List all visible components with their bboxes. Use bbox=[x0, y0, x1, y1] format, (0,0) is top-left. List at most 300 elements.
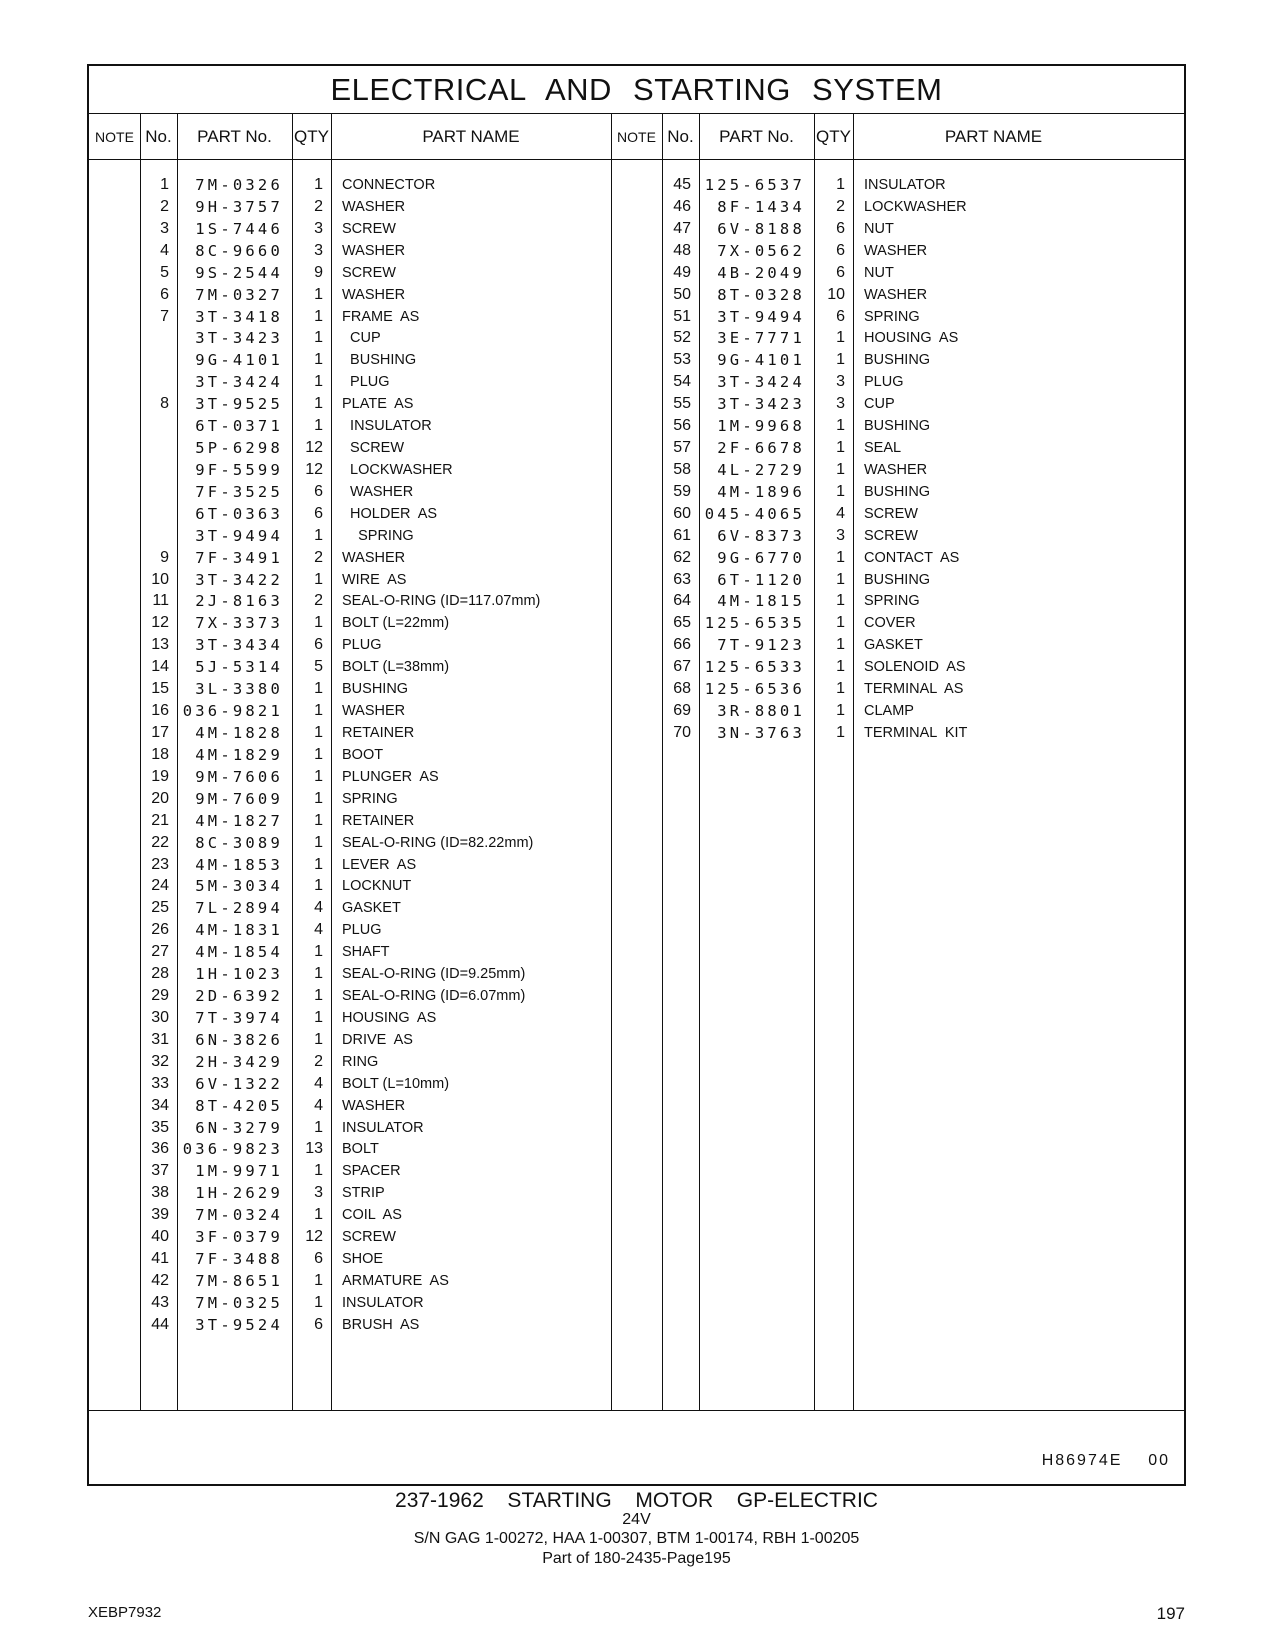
item-number: 53 bbox=[673, 351, 691, 369]
part-name: CUP bbox=[864, 396, 895, 413]
item-number: 18 bbox=[151, 745, 169, 763]
part-number: 3T-9524 bbox=[195, 1315, 283, 1334]
quantity: 6 bbox=[836, 307, 845, 325]
quantity: 1 bbox=[836, 680, 845, 698]
part-number: 7M-0326 bbox=[195, 176, 283, 194]
part-name: INSULATOR bbox=[864, 177, 946, 193]
quantity: 1 bbox=[836, 592, 845, 610]
part-number: 9S-2544 bbox=[195, 263, 283, 282]
part-name: SEAL bbox=[864, 440, 902, 457]
part-name: HOLDER AS bbox=[342, 505, 438, 522]
part-name: LOCKWASHER bbox=[342, 461, 453, 478]
part-number: 7M-8651 bbox=[195, 1272, 283, 1290]
table-row bbox=[89, 481, 1184, 503]
item-number: 28 bbox=[151, 965, 169, 983]
part-number: 4M-1896 bbox=[717, 482, 805, 501]
item-number: 4 bbox=[160, 241, 169, 259]
part-number: 3T-3423 bbox=[195, 329, 283, 348]
part-name: SEAL-O-RING (ID=6.07mm) bbox=[342, 988, 526, 1005]
part-name: STRIP bbox=[342, 1185, 385, 1202]
part-name: SEAL-O-RING (ID=117.07mm) bbox=[342, 593, 541, 610]
part-number: 2H-3429 bbox=[195, 1052, 283, 1071]
quantity: 1 bbox=[836, 176, 845, 193]
part-name: PLUG bbox=[342, 374, 390, 391]
part-name: FRAME AS bbox=[342, 308, 420, 325]
item-number: 9 bbox=[160, 548, 169, 566]
quantity: 1 bbox=[836, 570, 845, 588]
item-number: 38 bbox=[151, 1184, 169, 1202]
item-number: 62 bbox=[673, 548, 691, 566]
item-number: 50 bbox=[673, 285, 691, 303]
part-number: 9M-7609 bbox=[195, 789, 283, 808]
quantity: 1 bbox=[314, 570, 323, 588]
part-name: CLAMP bbox=[864, 703, 914, 720]
part-number: 9G-4101 bbox=[195, 351, 283, 370]
part-name: WASHER bbox=[342, 286, 406, 303]
part-name: PLATE AS bbox=[342, 396, 414, 413]
part-name: PLUG bbox=[864, 374, 904, 391]
part-name: SCREW bbox=[342, 440, 405, 457]
item-number: 14 bbox=[151, 658, 169, 676]
quantity: 1 bbox=[314, 351, 323, 369]
item-number: 41 bbox=[151, 1250, 169, 1268]
part-number: 7M-0327 bbox=[195, 285, 283, 304]
quantity: 12 bbox=[305, 439, 323, 457]
part-number: 7M-0324 bbox=[195, 1206, 283, 1225]
part-number: 6N-3279 bbox=[195, 1118, 283, 1137]
part-number: 6T-0363 bbox=[195, 504, 283, 523]
part-name: BRUSH AS bbox=[342, 1316, 420, 1333]
quantity: 3 bbox=[314, 219, 323, 237]
table-row bbox=[89, 503, 1184, 525]
item-number: 36 bbox=[151, 1140, 169, 1158]
quantity: 1 bbox=[836, 658, 845, 676]
quantity: 6 bbox=[314, 1250, 323, 1268]
item-number: 54 bbox=[673, 373, 691, 391]
page-number: 197 bbox=[1156, 1604, 1185, 1623]
item-number: 26 bbox=[151, 921, 169, 939]
quantity: 1 bbox=[314, 833, 323, 851]
part-name: SPRING bbox=[342, 527, 414, 544]
item-number: 42 bbox=[151, 1272, 169, 1289]
part-number: 9H-3757 bbox=[195, 197, 283, 216]
part-number: 7M-0325 bbox=[195, 1293, 283, 1312]
table-row bbox=[89, 634, 1184, 656]
part-name: BOLT (L=22mm) bbox=[342, 615, 450, 632]
quantity: 12 bbox=[305, 460, 323, 478]
item-number: 2 bbox=[160, 197, 169, 215]
part-name: SCREW bbox=[864, 527, 918, 544]
part-name: HOUSING AS bbox=[864, 330, 959, 347]
part-number: 9M-7606 bbox=[195, 767, 283, 786]
item-number: 65 bbox=[673, 614, 691, 632]
part-name: SPRING bbox=[864, 308, 920, 325]
quantity: 3 bbox=[314, 1184, 323, 1202]
part-number: 045-4065 bbox=[704, 504, 805, 523]
item-number: 22 bbox=[151, 833, 169, 851]
quantity: 1 bbox=[314, 614, 323, 632]
item-number: 51 bbox=[673, 307, 691, 325]
item-number: 48 bbox=[673, 241, 691, 259]
item-number: 10 bbox=[151, 570, 169, 588]
table-row bbox=[89, 459, 1184, 481]
table-row bbox=[89, 547, 1184, 569]
part-name: WASHER bbox=[864, 286, 928, 303]
table-row bbox=[89, 240, 1184, 262]
quantity: 6 bbox=[314, 1315, 323, 1333]
item-number: 33 bbox=[151, 1074, 169, 1092]
part-number: 8T-0328 bbox=[717, 285, 805, 304]
part-name: BUSHING bbox=[342, 681, 409, 698]
part-name: WASHER bbox=[342, 198, 406, 215]
item-number: 16 bbox=[151, 702, 169, 720]
quantity: 1 bbox=[314, 1118, 323, 1136]
part-name: BUSHING bbox=[864, 571, 931, 588]
part-number: 1M-9971 bbox=[195, 1162, 283, 1181]
item-number: 11 bbox=[152, 592, 169, 610]
header-part-name-left: PART NAME bbox=[422, 127, 520, 146]
part-name: RING bbox=[342, 1053, 379, 1070]
quantity: 1 bbox=[314, 1008, 323, 1026]
quantity: 4 bbox=[836, 504, 845, 522]
parts-list-right bbox=[89, 160, 1184, 1410]
part-name: BOLT (L=10mm) bbox=[342, 1075, 450, 1092]
quantity: 1 bbox=[314, 1272, 323, 1289]
caption-serial-numbers: S/N GAG 1-00272, HAA 1-00307, BTM 1-00174, RBH 1-00205 bbox=[413, 1530, 860, 1547]
part-name: SPRING bbox=[342, 790, 398, 807]
part-name: WASHER bbox=[342, 483, 414, 500]
part-number: 8T-4205 bbox=[195, 1096, 283, 1115]
part-name: RETAINER bbox=[342, 812, 415, 829]
quantity: 1 bbox=[314, 855, 323, 873]
part-number: 7F-3491 bbox=[195, 548, 283, 567]
table-footer-divider bbox=[89, 1410, 1184, 1411]
quantity: 4 bbox=[314, 1096, 323, 1114]
quantity: 1 bbox=[836, 636, 845, 654]
item-number: 13 bbox=[151, 636, 169, 654]
part-number: 3T-9494 bbox=[195, 526, 283, 545]
part-name: INSULATOR bbox=[342, 1119, 424, 1136]
part-name: SEAL-O-RING (ID=9.25mm) bbox=[342, 966, 526, 983]
header-no-right: No. bbox=[667, 127, 694, 146]
part-name: LOCKNUT bbox=[342, 878, 412, 895]
part-number: 7X-0562 bbox=[717, 241, 805, 260]
part-name: SHOE bbox=[342, 1251, 384, 1268]
part-number: 4M-1853 bbox=[195, 855, 283, 874]
part-number: 036-9821 bbox=[182, 702, 283, 721]
quantity: 1 bbox=[314, 176, 323, 193]
header-qty-left: QTY bbox=[294, 127, 329, 146]
quantity: 1 bbox=[836, 702, 845, 720]
part-number: 9G-4101 bbox=[717, 351, 805, 370]
item-number: 59 bbox=[673, 482, 691, 500]
quantity: 6 bbox=[836, 241, 845, 259]
quantity: 1 bbox=[836, 460, 845, 478]
part-number: 3T-9525 bbox=[195, 395, 283, 414]
part-name: NUT bbox=[864, 264, 894, 281]
part-name: SEAL-O-RING (ID=82.22mm) bbox=[342, 834, 534, 851]
table-row bbox=[89, 415, 1184, 437]
part-name: WASHER bbox=[342, 549, 406, 566]
quantity: 1 bbox=[314, 877, 323, 895]
part-number: 7F-3525 bbox=[195, 482, 283, 501]
table-row bbox=[89, 437, 1184, 459]
item-number: 1 bbox=[160, 176, 169, 193]
quantity: 4 bbox=[314, 1074, 323, 1092]
part-number: 3F-0379 bbox=[195, 1228, 283, 1247]
quantity: 1 bbox=[314, 767, 323, 785]
part-name: CONTACT AS bbox=[864, 549, 960, 566]
item-number: 64 bbox=[673, 592, 691, 610]
table-row bbox=[89, 700, 1184, 722]
item-number: 56 bbox=[673, 417, 691, 435]
table-row bbox=[89, 306, 1184, 328]
header-no-left: No. bbox=[145, 127, 172, 146]
part-number: 4M-1815 bbox=[717, 592, 805, 611]
part-number: 8F-1434 bbox=[717, 197, 805, 216]
quantity: 1 bbox=[314, 395, 323, 413]
quantity: 13 bbox=[305, 1140, 323, 1158]
part-number: 2J-8163 bbox=[195, 592, 283, 611]
part-name: WASHER bbox=[342, 703, 406, 720]
part-number: 1H-1023 bbox=[195, 965, 283, 984]
item-number: 70 bbox=[673, 724, 691, 741]
part-number: 1H-2629 bbox=[195, 1184, 283, 1203]
table-row bbox=[89, 569, 1184, 591]
part-name: BOLT (L=38mm) bbox=[342, 659, 450, 676]
quantity: 1 bbox=[314, 811, 323, 829]
item-number: 21 bbox=[151, 811, 169, 829]
part-name: BUSHING bbox=[342, 352, 417, 369]
item-number: 37 bbox=[151, 1162, 169, 1180]
quantity: 6 bbox=[314, 482, 323, 500]
part-name: HOUSING AS bbox=[342, 1009, 437, 1026]
quantity: 1 bbox=[314, 373, 323, 391]
table-row bbox=[89, 174, 1184, 196]
table-row bbox=[89, 349, 1184, 371]
part-name: COVER bbox=[864, 615, 916, 632]
item-number: 17 bbox=[151, 724, 169, 741]
part-number: 3T-9494 bbox=[717, 307, 805, 326]
table-row bbox=[89, 371, 1184, 393]
quantity: 1 bbox=[314, 526, 323, 544]
part-number: 3T-3418 bbox=[195, 307, 283, 326]
item-number: 34 bbox=[151, 1096, 169, 1114]
part-number: 1S-7446 bbox=[195, 219, 283, 238]
item-number: 8 bbox=[160, 395, 169, 413]
quantity: 10 bbox=[827, 285, 845, 303]
quantity: 1 bbox=[314, 285, 323, 303]
quantity: 1 bbox=[314, 1206, 323, 1224]
part-number: 125-6533 bbox=[704, 658, 805, 677]
part-name: CUP bbox=[342, 330, 381, 347]
item-number: 29 bbox=[151, 987, 169, 1005]
caption-part-of: Part of 180-2435-Page195 bbox=[542, 1550, 731, 1567]
part-name: WASHER bbox=[342, 1097, 406, 1114]
item-number: 68 bbox=[673, 680, 691, 698]
quantity: 3 bbox=[836, 373, 845, 391]
item-number: 12 bbox=[151, 614, 169, 632]
table-row bbox=[89, 656, 1184, 678]
header-part-no-left: PART No. bbox=[197, 127, 272, 146]
quantity: 1 bbox=[314, 724, 323, 741]
quantity: 6 bbox=[836, 219, 845, 237]
table-row bbox=[89, 590, 1184, 612]
part-name: PLUG bbox=[342, 637, 382, 654]
item-number: 15 bbox=[151, 680, 169, 698]
item-number: 60 bbox=[673, 504, 691, 522]
quantity: 2 bbox=[314, 592, 323, 610]
part-number: 3T-3424 bbox=[717, 373, 805, 392]
item-number: 58 bbox=[673, 460, 691, 478]
part-name: SCREW bbox=[864, 505, 918, 522]
quantity: 1 bbox=[314, 329, 323, 347]
table-row bbox=[89, 218, 1184, 240]
part-name: PLUG bbox=[342, 922, 382, 939]
part-number: 2D-6392 bbox=[195, 987, 283, 1006]
part-name: SCREW bbox=[342, 264, 396, 281]
table-row bbox=[89, 393, 1184, 415]
part-number: 125-6537 bbox=[704, 176, 805, 194]
part-name: SOLENOID AS bbox=[864, 659, 966, 676]
table-row bbox=[89, 284, 1184, 306]
part-number: 036-9823 bbox=[182, 1140, 283, 1159]
quantity: 2 bbox=[836, 197, 845, 215]
part-number: 7F-3488 bbox=[195, 1250, 283, 1269]
part-name: ARMATURE AS bbox=[342, 1273, 449, 1289]
item-number: 43 bbox=[151, 1293, 169, 1311]
part-name: SPACER bbox=[342, 1163, 401, 1180]
quantity: 1 bbox=[836, 724, 845, 741]
item-number: 31 bbox=[151, 1030, 169, 1048]
table-row bbox=[89, 722, 1184, 744]
quantity: 1 bbox=[836, 439, 845, 457]
item-number: 61 bbox=[673, 526, 691, 544]
quantity: 1 bbox=[314, 965, 323, 983]
part-number: 4M-1831 bbox=[195, 921, 283, 940]
part-name: RETAINER bbox=[342, 725, 415, 741]
item-number: 46 bbox=[673, 197, 691, 215]
drawing-id: H86974E 00 bbox=[1041, 1452, 1170, 1469]
quantity: 1 bbox=[836, 482, 845, 500]
header-part-no-right: PART No. bbox=[719, 127, 794, 146]
item-number: 32 bbox=[151, 1052, 169, 1070]
part-number: 6N-3826 bbox=[195, 1030, 283, 1049]
header-qty-right: QTY bbox=[816, 127, 851, 146]
quantity: 1 bbox=[314, 1293, 323, 1311]
part-number: 4L-2729 bbox=[717, 460, 805, 479]
table-row bbox=[89, 262, 1184, 284]
part-name: INSULATOR bbox=[342, 418, 432, 435]
quantity: 1 bbox=[314, 745, 323, 763]
part-name: SHAFT bbox=[342, 944, 390, 961]
quantity: 3 bbox=[836, 526, 845, 544]
part-number: 8C-3089 bbox=[195, 833, 283, 852]
part-name: BOLT bbox=[342, 1141, 379, 1158]
quantity: 1 bbox=[314, 1030, 323, 1048]
quantity: 1 bbox=[314, 943, 323, 961]
quantity: 6 bbox=[314, 504, 323, 522]
part-name: DRIVE AS bbox=[342, 1031, 413, 1048]
item-number: 24 bbox=[151, 877, 169, 895]
quantity: 2 bbox=[314, 197, 323, 215]
part-number: 2F-6678 bbox=[717, 439, 805, 458]
part-name: COIL AS bbox=[342, 1207, 402, 1224]
header-note-right: NOTE bbox=[617, 129, 656, 145]
item-number: 30 bbox=[151, 1008, 169, 1026]
table-row bbox=[89, 612, 1184, 634]
item-number: 27 bbox=[151, 943, 169, 961]
part-number: 3T-3423 bbox=[717, 395, 805, 414]
item-number: 45 bbox=[673, 176, 691, 193]
part-number: 125-6535 bbox=[704, 614, 805, 633]
part-number: 9F-5599 bbox=[195, 460, 283, 479]
quantity: 1 bbox=[314, 702, 323, 720]
part-name: LEVER AS bbox=[342, 856, 417, 873]
part-number: 4M-1829 bbox=[195, 745, 283, 764]
item-number: 6 bbox=[160, 285, 169, 303]
caption-voltage: 24V bbox=[622, 1511, 651, 1528]
part-number: 7L-2894 bbox=[195, 899, 283, 918]
quantity: 1 bbox=[314, 987, 323, 1005]
part-number: 6V-8188 bbox=[717, 219, 805, 238]
part-name: SCREW bbox=[342, 220, 396, 237]
item-number: 52 bbox=[673, 329, 691, 347]
part-name: INSULATOR bbox=[342, 1294, 424, 1311]
part-number: 1M-9968 bbox=[717, 417, 805, 436]
part-number: 9G-6770 bbox=[717, 548, 805, 567]
item-number: 40 bbox=[151, 1228, 169, 1246]
quantity: 3 bbox=[314, 241, 323, 259]
quantity: 1 bbox=[314, 680, 323, 698]
part-name: GASKET bbox=[864, 637, 923, 654]
quantity: 4 bbox=[314, 899, 323, 917]
part-number: 5P-6298 bbox=[195, 439, 283, 458]
quantity: 2 bbox=[314, 548, 323, 566]
part-number: 7T-3974 bbox=[195, 1008, 283, 1027]
quantity: 5 bbox=[314, 658, 323, 676]
part-number: 6V-8373 bbox=[717, 526, 805, 545]
item-number: 44 bbox=[151, 1315, 169, 1333]
item-number: 69 bbox=[673, 702, 691, 720]
header-note-left: NOTE bbox=[95, 129, 134, 145]
part-number: 3R-8801 bbox=[717, 702, 805, 721]
publication-number: XEBP7932 bbox=[88, 1604, 162, 1621]
quantity: 1 bbox=[836, 548, 845, 566]
part-number: 4M-1828 bbox=[195, 724, 283, 742]
part-name: LOCKWASHER bbox=[864, 198, 967, 215]
quantity: 1 bbox=[314, 789, 323, 807]
part-name: BUSHING bbox=[864, 418, 931, 435]
part-name: SCREW bbox=[342, 1229, 396, 1246]
part-name: BUSHING bbox=[864, 352, 931, 369]
quantity: 1 bbox=[836, 417, 845, 435]
part-number: 4B-2049 bbox=[717, 263, 805, 282]
item-number: 7 bbox=[160, 307, 169, 325]
item-number: 55 bbox=[673, 395, 691, 413]
item-number: 3 bbox=[160, 219, 169, 237]
part-number: 3T-3434 bbox=[195, 636, 283, 655]
part-name: BOOT bbox=[342, 746, 384, 763]
item-number: 19 bbox=[151, 767, 169, 785]
part-number: 125-6536 bbox=[704, 680, 805, 699]
quantity: 9 bbox=[314, 263, 323, 281]
part-number: 3T-3424 bbox=[195, 373, 283, 392]
part-number: 7T-9123 bbox=[717, 636, 805, 655]
part-number: 3N-3763 bbox=[717, 724, 805, 742]
item-number: 66 bbox=[673, 636, 691, 654]
part-name: TERMINAL AS bbox=[864, 681, 964, 698]
